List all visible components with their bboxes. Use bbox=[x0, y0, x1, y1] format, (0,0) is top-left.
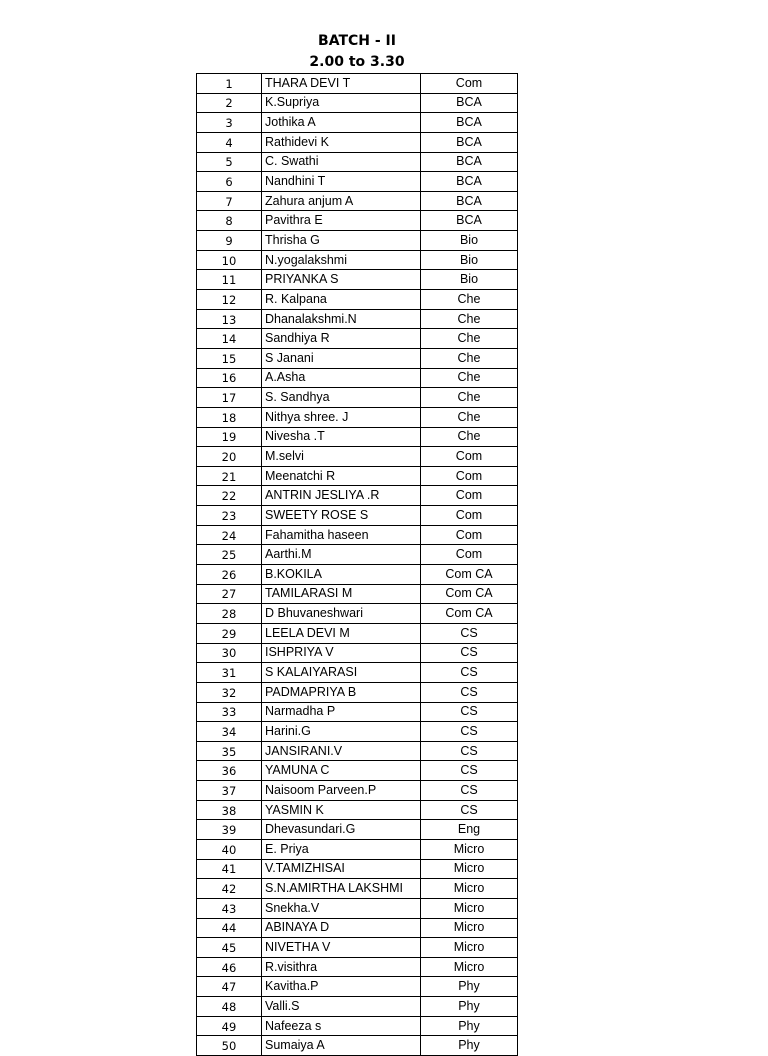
student-table bbox=[196, 73, 518, 1056]
student-name: PADMAPRIYA B bbox=[262, 682, 421, 702]
table-row bbox=[197, 525, 518, 545]
department: Com bbox=[421, 447, 518, 467]
student-name: PRIYANKA S bbox=[262, 270, 421, 290]
row-number: 15 bbox=[197, 348, 262, 368]
student-name: M.selvi bbox=[262, 447, 421, 467]
row-number: 1 bbox=[197, 74, 262, 94]
table-row bbox=[197, 486, 518, 506]
student-name: K.Supriya bbox=[262, 93, 421, 113]
row-number: 48 bbox=[197, 997, 262, 1017]
row-number: 31 bbox=[197, 663, 262, 683]
department: Phy bbox=[421, 977, 518, 997]
table-row bbox=[197, 74, 518, 94]
student-name: Nithya shree. J bbox=[262, 407, 421, 427]
student-name: YASMIN K bbox=[262, 800, 421, 820]
row-number: 29 bbox=[197, 623, 262, 643]
row-number: 27 bbox=[197, 584, 262, 604]
row-number: 20 bbox=[197, 447, 262, 467]
student-name: Harini.G bbox=[262, 722, 421, 742]
row-number: 22 bbox=[197, 486, 262, 506]
department: Che bbox=[421, 368, 518, 388]
table-row bbox=[197, 132, 518, 152]
table-row bbox=[197, 663, 518, 683]
row-number: 25 bbox=[197, 545, 262, 565]
student-name: Pavithra E bbox=[262, 211, 421, 231]
department: Com CA bbox=[421, 584, 518, 604]
table-row bbox=[197, 879, 518, 899]
department: Micro bbox=[421, 879, 518, 899]
department: Phy bbox=[421, 1036, 518, 1056]
table-row bbox=[197, 466, 518, 486]
student-name: Rathidevi K bbox=[262, 132, 421, 152]
row-number: 33 bbox=[197, 702, 262, 722]
student-name: LEELA DEVI M bbox=[262, 623, 421, 643]
row-number: 26 bbox=[197, 565, 262, 585]
row-number: 3 bbox=[197, 113, 262, 133]
table-row bbox=[197, 977, 518, 997]
table-row bbox=[197, 427, 518, 447]
student-name: ABINAYA D bbox=[262, 918, 421, 938]
student-name: A.Asha bbox=[262, 368, 421, 388]
batch-title: BATCH - II bbox=[318, 33, 396, 49]
student-name: ANTRIN JESLIYA .R bbox=[262, 486, 421, 506]
student-name: B.KOKILA bbox=[262, 565, 421, 585]
department: Com CA bbox=[421, 565, 518, 585]
department: Com CA bbox=[421, 604, 518, 624]
row-number: 37 bbox=[197, 781, 262, 801]
department: CS bbox=[421, 643, 518, 663]
row-number: 19 bbox=[197, 427, 262, 447]
department: Che bbox=[421, 290, 518, 310]
row-number: 36 bbox=[197, 761, 262, 781]
table-row bbox=[197, 1036, 518, 1056]
table-row bbox=[197, 997, 518, 1017]
department: CS bbox=[421, 800, 518, 820]
row-number: 50 bbox=[197, 1036, 262, 1056]
table-row bbox=[197, 918, 518, 938]
department: CS bbox=[421, 722, 518, 742]
row-number: 23 bbox=[197, 506, 262, 526]
row-number: 44 bbox=[197, 918, 262, 938]
department: Micro bbox=[421, 839, 518, 859]
department: Com bbox=[421, 525, 518, 545]
table-row bbox=[197, 93, 518, 113]
row-number: 4 bbox=[197, 132, 262, 152]
department: Com bbox=[421, 486, 518, 506]
student-name: V.TAMIZHISAI bbox=[262, 859, 421, 879]
table-row bbox=[197, 898, 518, 918]
table-row bbox=[197, 407, 518, 427]
table-row bbox=[197, 152, 518, 172]
table-row bbox=[197, 211, 518, 231]
table-row bbox=[197, 545, 518, 565]
student-name: E. Priya bbox=[262, 839, 421, 859]
department: CS bbox=[421, 663, 518, 683]
row-number: 2 bbox=[197, 93, 262, 113]
table-row bbox=[197, 584, 518, 604]
department: BCA bbox=[421, 211, 518, 231]
department: Che bbox=[421, 427, 518, 447]
department: BCA bbox=[421, 113, 518, 133]
student-name: R.visithra bbox=[262, 957, 421, 977]
student-name: Dhanalakshmi.N bbox=[262, 309, 421, 329]
table-row bbox=[197, 113, 518, 133]
department: Micro bbox=[421, 859, 518, 879]
student-name: R. Kalpana bbox=[262, 290, 421, 310]
department: Phy bbox=[421, 997, 518, 1017]
student-name: Nafeeza s bbox=[262, 1016, 421, 1036]
row-number: 9 bbox=[197, 231, 262, 251]
department: CS bbox=[421, 623, 518, 643]
department: Eng bbox=[421, 820, 518, 840]
row-number: 10 bbox=[197, 250, 262, 270]
student-name: ISHPRIYA V bbox=[262, 643, 421, 663]
row-number: 45 bbox=[197, 938, 262, 958]
table-row bbox=[197, 309, 518, 329]
table-row bbox=[197, 270, 518, 290]
student-name: Zahura anjum A bbox=[262, 191, 421, 211]
department: BCA bbox=[421, 152, 518, 172]
department: Micro bbox=[421, 938, 518, 958]
department: Com bbox=[421, 545, 518, 565]
table-row bbox=[197, 231, 518, 251]
department: Che bbox=[421, 309, 518, 329]
student-name: JANSIRANI.V bbox=[262, 741, 421, 761]
student-name: TAMILARASI M bbox=[262, 584, 421, 604]
student-name: Sumaiya A bbox=[262, 1036, 421, 1056]
row-number: 43 bbox=[197, 898, 262, 918]
student-name: THARA DEVI T bbox=[262, 74, 421, 94]
table-row bbox=[197, 447, 518, 467]
department: BCA bbox=[421, 191, 518, 211]
table-row bbox=[197, 722, 518, 742]
department: Micro bbox=[421, 898, 518, 918]
department: Bio bbox=[421, 231, 518, 251]
department: Che bbox=[421, 348, 518, 368]
table-row bbox=[197, 702, 518, 722]
table-row bbox=[197, 839, 518, 859]
department: Com bbox=[421, 466, 518, 486]
table-row bbox=[197, 682, 518, 702]
row-number: 47 bbox=[197, 977, 262, 997]
student-name: Dhevasundari.G bbox=[262, 820, 421, 840]
row-number: 8 bbox=[197, 211, 262, 231]
row-number: 46 bbox=[197, 957, 262, 977]
student-name: Kavitha.P bbox=[262, 977, 421, 997]
department: Bio bbox=[421, 250, 518, 270]
department: CS bbox=[421, 682, 518, 702]
table-row bbox=[197, 741, 518, 761]
department: Phy bbox=[421, 1016, 518, 1036]
student-name: D Bhuvaneshwari bbox=[262, 604, 421, 624]
student-name: S Janani bbox=[262, 348, 421, 368]
table-row bbox=[197, 565, 518, 585]
table-row bbox=[197, 781, 518, 801]
student-name: Valli.S bbox=[262, 997, 421, 1017]
row-number: 7 bbox=[197, 191, 262, 211]
student-name: Naisoom Parveen.P bbox=[262, 781, 421, 801]
student-name: Aarthi.M bbox=[262, 545, 421, 565]
student-name: N.yogalakshmi bbox=[262, 250, 421, 270]
student-name: Nivesha .T bbox=[262, 427, 421, 447]
department: CS bbox=[421, 761, 518, 781]
student-name: Jothika A bbox=[262, 113, 421, 133]
row-number: 16 bbox=[197, 368, 262, 388]
student-name: YAMUNA C bbox=[262, 761, 421, 781]
table-row bbox=[197, 938, 518, 958]
table-row bbox=[197, 506, 518, 526]
row-number: 13 bbox=[197, 309, 262, 329]
row-number: 28 bbox=[197, 604, 262, 624]
row-number: 17 bbox=[197, 388, 262, 408]
row-number: 11 bbox=[197, 270, 262, 290]
student-name: S KALAIYARASI bbox=[262, 663, 421, 683]
row-number: 12 bbox=[197, 290, 262, 310]
row-number: 30 bbox=[197, 643, 262, 663]
row-number: 38 bbox=[197, 800, 262, 820]
department: CS bbox=[421, 781, 518, 801]
student-name: Nandhini T bbox=[262, 172, 421, 192]
department: Micro bbox=[421, 918, 518, 938]
table-row bbox=[197, 1016, 518, 1036]
table-row bbox=[197, 623, 518, 643]
row-number: 32 bbox=[197, 682, 262, 702]
row-number: 6 bbox=[197, 172, 262, 192]
row-number: 40 bbox=[197, 839, 262, 859]
department: CS bbox=[421, 702, 518, 722]
row-number: 5 bbox=[197, 152, 262, 172]
department: BCA bbox=[421, 172, 518, 192]
department: BCA bbox=[421, 132, 518, 152]
student-name: S.N.AMIRTHA LAKSHMI bbox=[262, 879, 421, 899]
table-row bbox=[197, 290, 518, 310]
row-number: 35 bbox=[197, 741, 262, 761]
table-row bbox=[197, 761, 518, 781]
table-row bbox=[197, 859, 518, 879]
table-row bbox=[197, 800, 518, 820]
batch-time: 2.00 to 3.30 bbox=[309, 54, 405, 70]
student-name: NIVETHA V bbox=[262, 938, 421, 958]
department: BCA bbox=[421, 93, 518, 113]
department: Com bbox=[421, 506, 518, 526]
row-number: 39 bbox=[197, 820, 262, 840]
row-number: 14 bbox=[197, 329, 262, 349]
table-row bbox=[197, 957, 518, 977]
row-number: 24 bbox=[197, 525, 262, 545]
table-row bbox=[197, 643, 518, 663]
student-name: Fahamitha haseen bbox=[262, 525, 421, 545]
table-row bbox=[197, 329, 518, 349]
department: Micro bbox=[421, 957, 518, 977]
student-name: SWEETY ROSE S bbox=[262, 506, 421, 526]
department: Che bbox=[421, 407, 518, 427]
department: Che bbox=[421, 329, 518, 349]
student-name: Sandhiya R bbox=[262, 329, 421, 349]
table-row bbox=[197, 191, 518, 211]
student-name: Meenatchi R bbox=[262, 466, 421, 486]
student-table-body bbox=[197, 74, 518, 1056]
row-number: 41 bbox=[197, 859, 262, 879]
student-name: Snekha.V bbox=[262, 898, 421, 918]
table-row bbox=[197, 368, 518, 388]
department: CS bbox=[421, 741, 518, 761]
student-name: Narmadha P bbox=[262, 702, 421, 722]
row-number: 49 bbox=[197, 1016, 262, 1036]
table-row bbox=[197, 250, 518, 270]
student-name: Thrisha G bbox=[262, 231, 421, 251]
student-name: S. Sandhya bbox=[262, 388, 421, 408]
department: Bio bbox=[421, 270, 518, 290]
department: Che bbox=[421, 388, 518, 408]
table-row bbox=[197, 604, 518, 624]
table-row bbox=[197, 172, 518, 192]
table-row bbox=[197, 348, 518, 368]
student-name: C. Swathi bbox=[262, 152, 421, 172]
row-number: 21 bbox=[197, 466, 262, 486]
row-number: 42 bbox=[197, 879, 262, 899]
row-number: 34 bbox=[197, 722, 262, 742]
table-row bbox=[197, 820, 518, 840]
table-row bbox=[197, 388, 518, 408]
department: Com bbox=[421, 74, 518, 94]
row-number: 18 bbox=[197, 407, 262, 427]
